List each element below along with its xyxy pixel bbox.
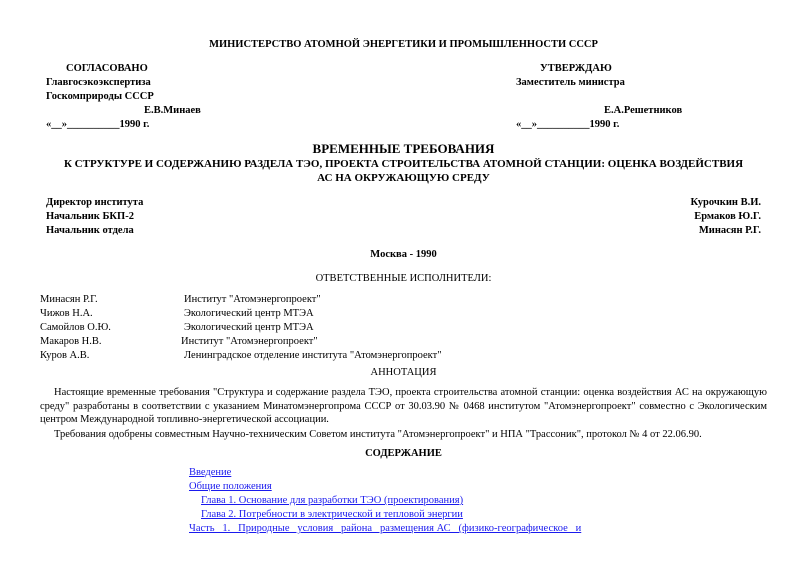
official-name: Минасян Р.Г. xyxy=(698,225,761,236)
approved-line1: Заместитель министра xyxy=(516,77,625,88)
executor-name: Самойлов О.Ю. xyxy=(40,322,111,333)
official-role: Начальник отдела xyxy=(46,225,134,236)
executor-name: Куров А.В. xyxy=(40,350,90,361)
toc-link-general[interactable]: Общие положения xyxy=(189,481,272,492)
official-role: Директор института xyxy=(46,197,144,208)
official-name: Курочкин В.И. xyxy=(690,197,761,208)
official-role: Начальник БКП-2 xyxy=(46,211,134,222)
agreed-signer: Е.В.Минаев xyxy=(144,105,201,116)
ministry-heading: МИНИСТЕРСТВО АТОМНОЙ ЭНЕРГЕТИКИ И ПРОМЫШЛЕННОСТИ СССР xyxy=(209,39,598,50)
official-name: Ермаков Ю.Г. xyxy=(694,211,761,222)
place-year: Москва - 1990 xyxy=(370,249,437,260)
toc-link-introduction[interactable]: Введение xyxy=(189,467,232,478)
agreed-heading: СОГЛАСОВАНО xyxy=(66,63,148,74)
executors-heading: ОТВЕТСТВЕННЫЕ ИСПОЛНИТЕЛИ: xyxy=(315,273,492,284)
agreed-date: «__»__________1990 г. xyxy=(46,119,150,130)
executor-org: Ленинградское отделение института "Атомэнергопроект" xyxy=(184,350,442,361)
executor-org: Институт "Атомэнергопроект" xyxy=(181,336,318,347)
toc-link-chapter-1[interactable]: Глава 1. Основание для разработки ТЭО (проектирования) xyxy=(201,495,464,506)
contents-heading: СОДЕРЖАНИЕ xyxy=(365,448,442,459)
executor-name: Макаров Н.В. xyxy=(40,336,102,347)
executor-org: Институт "Атомэнергопроект" xyxy=(184,294,321,305)
executor-name: Чижов Н.А. xyxy=(40,308,93,319)
agreed-line1: Главгосэкоэкспертиза xyxy=(46,77,151,88)
approved-signer: Е.А.Решетников xyxy=(604,105,683,116)
toc-link-chapter-2[interactable]: Глава 2. Потребности в электрической и тепловой энергии xyxy=(201,509,463,520)
approved-heading: УТВЕРЖДАЮ xyxy=(540,63,612,74)
annotation-heading: АННОТАЦИЯ xyxy=(370,367,437,378)
toc-link-part-1[interactable]: Часть 1. Природные условия района размещения АС (физико-географическое и xyxy=(189,523,582,534)
approved-date: «__»__________1990 г. xyxy=(516,119,620,130)
document-title: ВРЕМЕННЫЕ ТРЕБОВАНИЯ xyxy=(312,141,495,156)
document-subtitle: К СТРУКТУРЕ И СОДЕРЖАНИЮ РАЗДЕЛА ТЭО, ПРОЕКТА СТРОИТЕЛЬСТВА АТОМНОЙ СТАНЦИИ: ОЦЕНКА ВОЗДЕЙСТВИЯ АС НА ОКРУЖАЮЩУЮ СРЕДУ xyxy=(63,158,744,185)
agreed-line2: Госкомприроды СССР xyxy=(46,91,154,102)
executor-org: Экологический центр МТЭА xyxy=(184,308,314,319)
annotation-paragraph-2: Требования одобрены совместным Научно-техническим Советом института "Атомэнергопроект" и НПА "Трассоник", протокол № 4 от 22.06.90. xyxy=(54,429,702,440)
annotation-paragraph: Настоящие временные требования "Структура и содержание раздела ТЭО, проекта строительства атомной станции: оценка воздействия АС на окружающую среду" разработаны в соответствии с указанием Минатомэнергопрома СССР от 30.03.90 № 0468 институтом "Атомэнергопроект" совместно с Экологическим центром Международной топливно-энергетической ассоциации. xyxy=(40,387,767,426)
executor-org: Экологический центр МТЭА xyxy=(184,322,314,333)
executor-name: Минасян Р.Г. xyxy=(40,294,98,305)
